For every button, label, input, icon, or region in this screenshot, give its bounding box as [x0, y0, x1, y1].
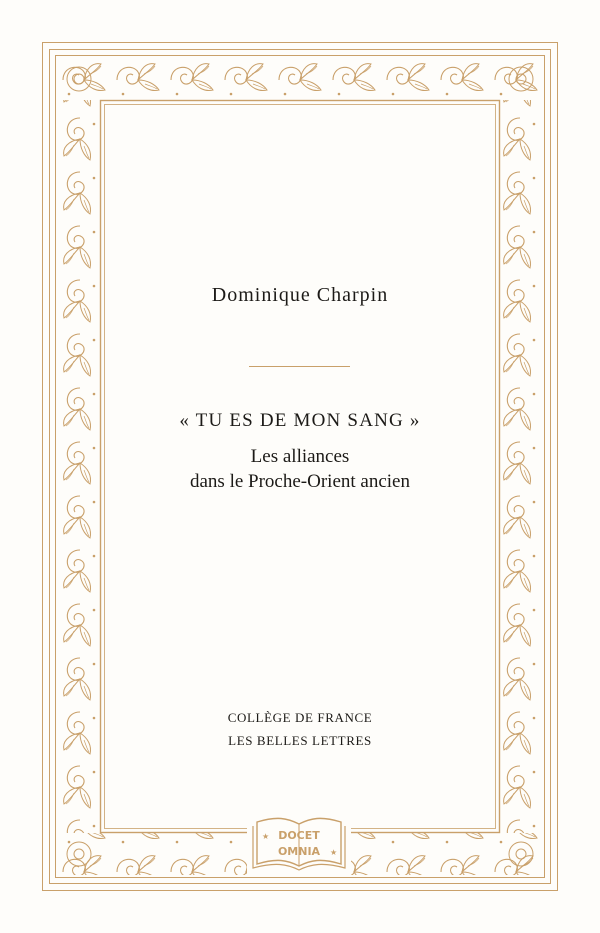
author-name: Dominique Charpin — [211, 284, 389, 306]
logo-text-docet: DOCET — [278, 829, 320, 842]
docet-omnia-logo — [247, 814, 351, 876]
publisher-line-1: COLLÈGE DE FRANCE — [227, 710, 373, 725]
subtitle-line-2: dans le Proche-Orient ancien — [190, 471, 410, 492]
title-separator — [249, 366, 350, 367]
logo-text-omnia: OMNIA — [277, 845, 321, 858]
logo-star-icon: ★ — [330, 848, 338, 857]
publisher — [102, 706, 498, 752]
book-subtitle — [102, 444, 498, 494]
publisher-line-2: LES BELLES LETTRES — [228, 733, 372, 748]
subtitle-line-1: Les alliances — [250, 446, 350, 467]
book-title: « TU ES DE MON SANG » — [179, 410, 421, 431]
logo-star-icon: ★ — [262, 832, 270, 841]
cover-content — [102, 102, 498, 822]
